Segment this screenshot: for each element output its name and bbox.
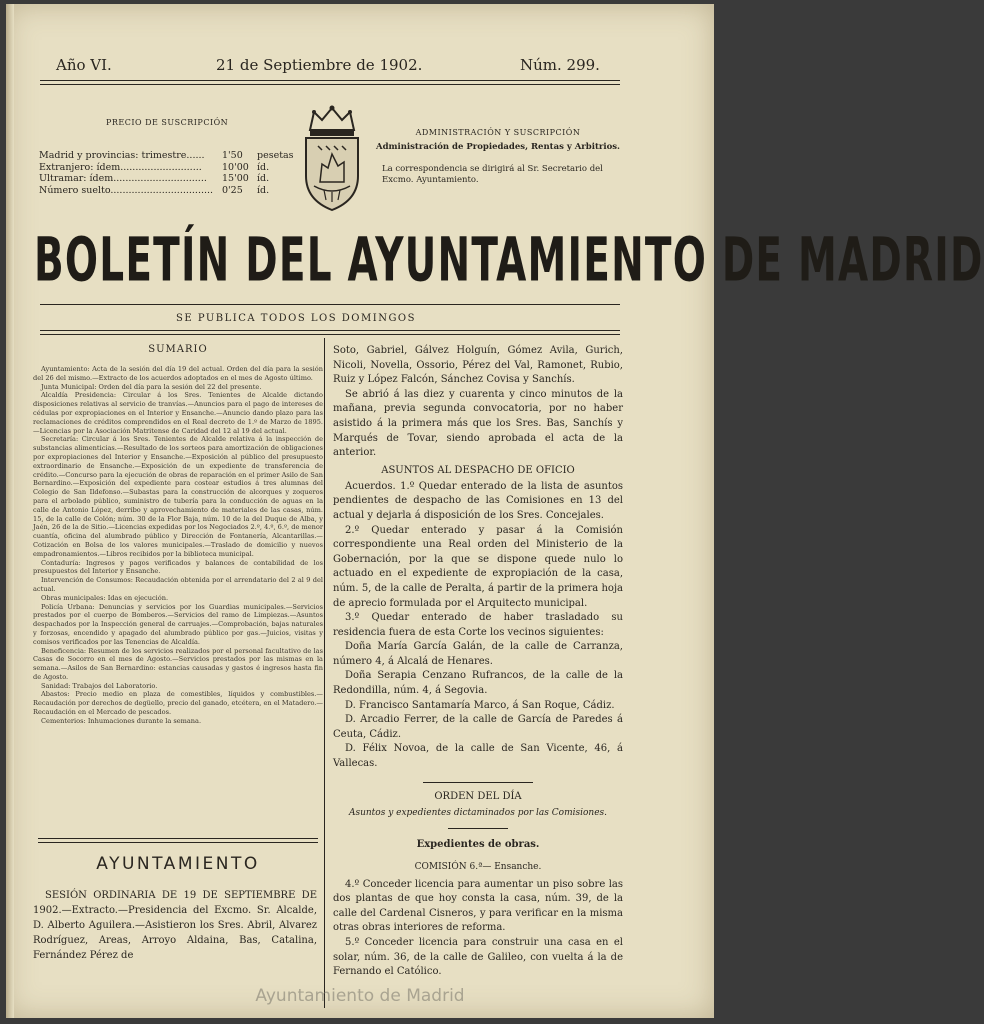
opening-text: Se abrió á las diez y cuarenta y cinco minutos de la mañana, previa segunda convocatoria, por no haber asistido á la primera más que los Sres. Bas, Sanchís y Marqués de Tovar, siendo aprobada el acta de la anterior. <box>333 388 623 459</box>
asunto-item: D. Félix Novoa, de la calle de San Vicente, 46, á Vallecas. <box>333 743 623 770</box>
price-unit: íd. <box>257 161 270 173</box>
publication-note: SE PUBLICA TODOS LOS DOMINGOS <box>176 313 416 324</box>
asunto-item: 3.º Quedar enterado de haber trasladado su residencia fuera de esta Corte los vecinos siguientes: <box>333 612 623 638</box>
price-label: Extranjero: ídem........................... <box>39 161 202 173</box>
obra-item: 4.º Conceder licencia para aumentar un piso sobre las dos plantas de que hoy consta la casa, núm. 39, de la calle del Cardenal Cisneros, y para verificar en la misma otras obras interiores de reforma. <box>333 878 623 934</box>
session-paragraph: SESIÓN ORDINARIA DE 19 DE SEPTIEMBRE DE 1902.—Extracto.—Presidencia del Excmo. Sr. Alcalde, D. Alberto Aguilera.—Asistieron los Sres. Abril, Alvarez Rodríguez, Areas, Arroyo Aldaina, Bas, Catalina, Fernández Pérez de <box>33 890 317 961</box>
orden-heading: ORDEN DEL DÍA <box>434 790 522 802</box>
sumario-paragraph: Policía Urbana: Denuncias y servicios por los Guardias municipales.—Servicios prestados por el cuerpo de Bomberos.—Servicios del ramo de Limpiezas.—Asuntos despachados por la Inspección general de carruajes.—Comprobación, bajas naturales y forzosas, encendido y apagado del alumbrado público por gas.—Juicios, visitas y comisos verificados por las Tenencias de Alcaldía. <box>33 602 323 646</box>
left-column <box>33 344 323 726</box>
sumario-paragraph: Ayuntamiento: Acta de la sesión del día 19 del actual. Orden del día para la sesión del 26 del mismo.—Extracto de los acuerdos adoptados en el mes de Agosto último. <box>33 365 323 382</box>
watermark: Ayuntamiento de Madrid <box>255 986 465 1006</box>
price-row <box>39 185 289 197</box>
price-label: Número suelto.................................. <box>39 184 214 196</box>
price-label: Madrid y provincias: trimestre...... <box>39 150 205 161</box>
administration-block <box>374 126 622 186</box>
price-value: 10'00 <box>222 161 249 173</box>
price-value: 0'25 <box>222 184 243 196</box>
sumario-paragraph: Beneficencia: Resumen de los servicios realizados por el personal facultativo de las Casas de Socorro en el mes de Agosto.—Servicios prestados por las mismas en la semana.—Asilos de San Bernardino: estancias causadas y gastos é ingresos hasta fin de Agosto. <box>33 646 323 681</box>
right-column <box>333 344 623 980</box>
correspondence-note: La correspondencia se dirigirá al Sr. Secretario del Excmo. Ayuntamiento. <box>382 164 603 185</box>
sumario-paragraph: Sanidad: Trabajos del Laboratorio. <box>41 681 158 690</box>
orden-rule <box>423 782 533 783</box>
newspaper-page <box>6 4 984 1018</box>
asunto-item: Doña María García Galán, de la calle de Carranza, número 4, á Alcalá de Henares. <box>333 641 623 667</box>
price-label: Ultramar: ídem............................... <box>39 173 207 184</box>
orden-subheading: Asuntos y expedientes dictaminados por las Comisiones. <box>348 807 608 818</box>
asunto-item: Acuerdos. 1.º Quedar enterado de la lista de asuntos pendientes de despacho de las Comisiones en 13 del actual y dejarla á disposición de los Sres. Concejales. <box>333 480 623 521</box>
masthead-rule <box>40 80 620 81</box>
subtitle-rule-thin <box>40 334 620 335</box>
ayuntamiento-rule-thin <box>38 842 318 843</box>
sumario-heading: SUMARIO <box>148 344 208 355</box>
sumario-paragraph: Intervención de Consumos: Recaudación obtenida por el arrendatario del 2 al 9 del actual. <box>33 576 323 593</box>
coat-of-arms-icon <box>300 104 364 216</box>
ayuntamiento-heading: AYUNTAMIENTO <box>96 854 260 874</box>
price-value: 15'00 <box>222 173 249 184</box>
sumario-paragraph: Alcaldía Presidencia: Circular á los Sres. Tenientes de Alcalde dictando disposiciones relativas al servicio de tranvías.—Anuncios para el pago de intereses de cédulas por expropiaciones en el Interior y Ensanche.—Anuncio dando plazo para las reclamaciones de créditos comprendidos en el Real decreto de 1.º de Marzo de 1895.—Licencias por la Asociación Matritense de Caridad del 12 al 19 del actual. <box>33 391 323 435</box>
year-label: Año VI. <box>56 56 112 74</box>
page-edge <box>6 4 14 1018</box>
asuntos-heading: ASUNTOS AL DESPACHO DE OFICIO <box>381 464 575 476</box>
masthead-rule-thin <box>40 84 620 85</box>
asunto-item: D. Arcadio Ferrer, de la calle de García de Paredes á Ceuta, Cádiz. <box>333 714 623 740</box>
sumario-paragraph: Obras municipales: Idas en ejecución. <box>41 593 169 602</box>
price-list <box>39 150 294 196</box>
obras-list <box>333 878 623 980</box>
asunto-item: Doña Serapia Cenzano Rufrancos, de la calle de la Redondilla, núm. 4, á Segovia. <box>333 670 623 697</box>
price-row <box>39 162 289 174</box>
session-extract <box>33 888 317 963</box>
subtitle-rule <box>40 330 620 331</box>
subscription-heading: PRECIO DE SUSCRIPCIÓN <box>106 118 229 127</box>
column-divider <box>324 338 325 1008</box>
sumario-paragraph: Abastos: Precio medio en plaza de comestibles, líquidos y combustibles.—Recaudación por derechos de degüello, precio del ganado, etcétera, en el Matadero.—Recaudación en el Mercado de pescados. <box>33 690 323 717</box>
asunto-item: 2.º Quedar enterado y pasar á la Comisión correspondiente una Real orden del Ministerio de la Gobernación, por la que se dispone quede nulo lo actuado en el expediente de expropiación de la casa, núm. 5, de la calle de Peralta, á partir de la primera hoja de aprecio formulada por el Arquitecto municipal. <box>333 524 623 609</box>
obra-item: 5.º Conceder licencia para construir una casa en el solar, núm. 36, de la calle de Galileo, con vuelta á la de Fernando el Católico. <box>333 937 623 978</box>
administration-heading: ADMINISTRACIÓN Y SUSCRIPCIÓN <box>415 128 581 137</box>
expedientes-rule <box>448 828 508 829</box>
newspaper-title: BOLETÍN DEL AYUNTAMIENTO DE MADRID <box>34 226 984 296</box>
attendance-text: Soto, Gabriel, Gálvez Holguín, Gómez Avila, Gurich, Nicoli, Novella, Ossorio, Pérez del Val, Ramonet, Rubio, Ruiz y López Falcón, Sánchez Covisa y Sanchís. <box>333 345 623 386</box>
asuntos-list <box>333 480 623 772</box>
administration-office: Administración de Propiedades, Rentas y Arbitrios. <box>375 142 621 152</box>
issue-number: Núm. 299. <box>520 56 600 74</box>
price-unit: íd. <box>257 173 270 184</box>
comision-heading: COMISIÓN 6.ª— Ensanche. <box>414 861 542 872</box>
asunto-item: D. Francisco Santamaría Marco, á San Roque, Cádiz. <box>345 699 615 711</box>
sumario-body <box>33 365 323 726</box>
price-value: 1'50 <box>222 150 243 161</box>
price-row <box>39 173 289 185</box>
price-unit: íd. <box>257 184 270 196</box>
price-unit: pesetas <box>257 150 294 161</box>
issue-date: 21 de Septiembre de 1902. <box>216 56 423 74</box>
sumario-paragraph: Secretaría: Circular á los Sres. Tenientes de Alcalde relativa á la inspección de substancias alimenticias.—Resultado de los sorteos para amortización de obligaciones por expropiaciones del Interior y Ensanche.—Exposición al público del presupuesto extraordinario de Ensanche.—Exposición de un expediente de transferencia de crédito.—Concurso para la ejecución de obras de reparación en el primer Asilo de San Bernardino.—Exposición del expediente para costear estudios á tres alumnas del Colegio de San Ildefonso.—Subastas para la construcción de alcorques y zoqueros para el arbolado público, suministro de tubería para la conducción de aguas en la calle de Antonio López, derribo y aprovechamiento de materiales de las casas, núm. 15, de la calle de Colón; núm. 30 de la Flor Baja, núm. 10 de la del Duque de Alba, y Jaén, 26 de la de Sitio.—Licencias expedidas por los Negociados 2.º, 4.º, 6.º, de menor cuantía, oficina del alumbrado público y Dirección de Fontanería, Alcantarillas.—Cotización en Bolsa de los valores municipales.—Traslado de domicilio y nuevos empadronamientos.—Libros recibidos por la biblioteca municipal. <box>33 435 323 558</box>
sumario-paragraph: Junta Municipal: Orden del día para la sesión del 22 del presente. <box>41 382 262 391</box>
attendance-continuation <box>333 344 623 461</box>
title-rule <box>40 304 620 305</box>
ayuntamiento-rule <box>38 838 318 839</box>
expedientes-heading: Expedientes de obras. <box>416 838 540 850</box>
price-row <box>39 150 294 162</box>
sumario-paragraph: Contaduría: Ingresos y pagos verificados y balances de contabilidad de los presupuestos del Interior y Ensanche. <box>33 558 323 576</box>
sumario-paragraph: Cementerios: Inhumaciones durante la semana. <box>41 716 202 725</box>
